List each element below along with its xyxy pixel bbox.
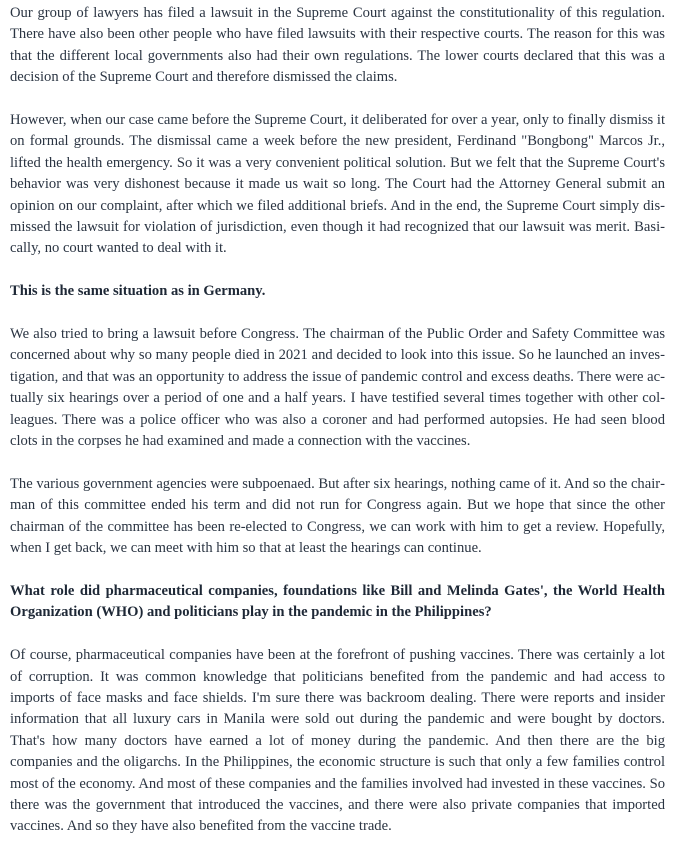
answer-paragraph-3: We also tried to bring a lawsuit before Congress. The chairman of the Public Order and Safety Committee was concerned about why so many people died in 2021 and decided to look into this issue. So he launched an investigation, and that was an opportunity to address the issue of pandemic control and excess deaths. There were actually six hearings over a period of one and a half years. I have testified several times together with other colleagues. There was a police officer who was also a coroner and had performed autopsies. He had seen blood clots in the corpses he had examined and made a connection with the vaccines. — [10, 326, 665, 450]
answer-paragraph-5: Of course, pharmaceutical companies have been at the forefront of pushing vaccines. There was certainly a lot of corruption. It was common knowledge that politicians benefited from the pandemic and had access to imports of face masks and face shields. I'm sure there was backroom dealing. There were reports and insider information that all luxury cars in Manila were sold out during the pandemic and were bought by doctors. That's how many doctors have earned a lot of money during the pandemic. And then there are the big companies and the oligarchs. In the Philippines, the economic structure is such that only a few families control most of the economy. And most of these companies and the families involved had invested in these vaccines. So there was the government that introduced the vaccines, and there were also private companies that imported vaccines. And so they have also benefited from the vaccine trade. — [10, 647, 665, 835]
answer-paragraph-1: Our group of lawyers has filed a lawsuit in the Supreme Court against the constitutionality of this regulation. There have also been other people who have filed lawsuits with their respective courts. The reason for this was that the different local governments also had their own regulations. The lower courts declared that this was a decision of the Supreme Court and therefore dismissed the claims. — [10, 5, 665, 86]
interviewer-question-1: This is the same situation as in Germany. — [10, 283, 266, 300]
answer-paragraph-2: However, when our case came before the Supreme Court, it deliberated for over a year, only to finally dismiss it on formal grounds. The dismissal came a week before the new president, Ferdinand "Bongbong" Marcos Jr., lifted the health emergency. So it was a very convenient political solution. But we felt that the Supreme Court's behavior was very dishonest because it made us wait so long. The Court had the Attorney General submit an opinion on our complaint, after which we filed additional briefs. And in the end, the Supreme Court simply dismissed the lawsuit for violation of jurisdiction, even though it had recognized that our lawsuit was merit. Basically, no court wanted to deal with it. — [10, 112, 665, 257]
interviewer-question-2: What role did pharmaceutical companies, foundations like Bill and Melinda Gates', the World Health Organization (WHO) and politicians play in the pandemic in the Philippines? — [10, 582, 665, 621]
answer-paragraph-4: The various government agencies were subpoenaed. But after six hearings, nothing came of it. And so the chairman of this committee ended his term and did not run for Congress again. But we hope that since the other chairman of the committee has been re-elected to Congress, we can work with him to get a review. Hopefully, when I get back, we can meet with him so that at least the hearings can continue. — [10, 475, 665, 557]
